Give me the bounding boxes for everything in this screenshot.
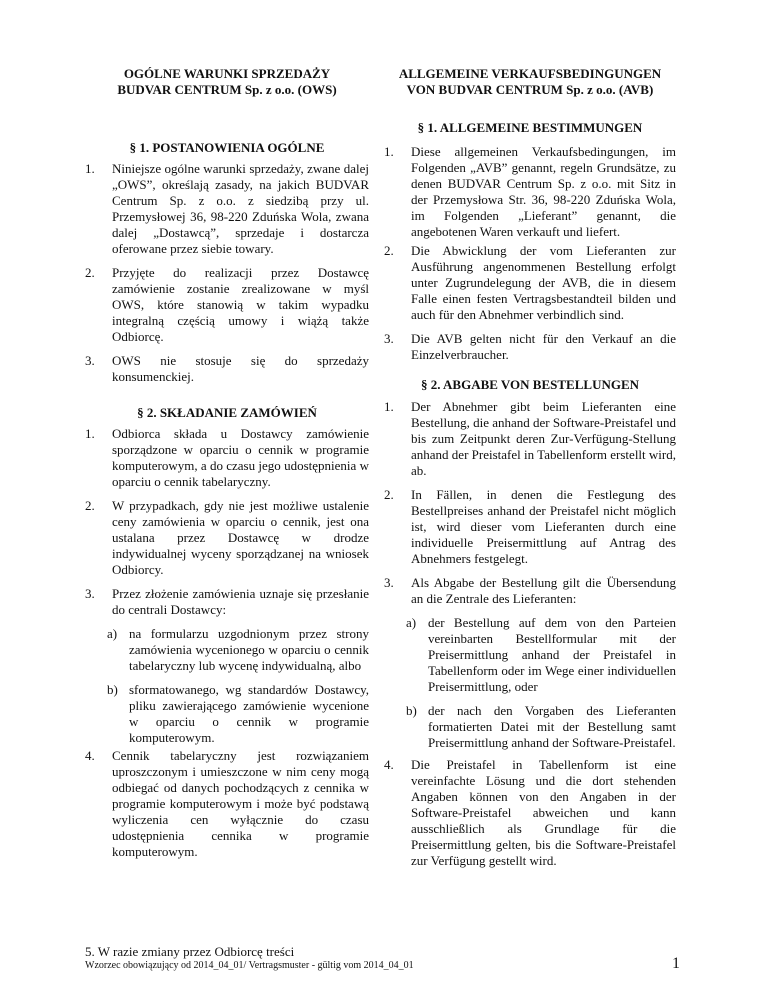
item-number: 2.: [384, 243, 394, 258]
page-number: 1: [672, 955, 680, 972]
polish-section1-list: [85, 161, 369, 385]
sub-item-text: der Bestellung auf dem von den Parteien vereinbarten Bestellformular mit der Preisermittlung anhand der Preistafel in Tabellenform oder im Wege einer individuellen Preisermittlung, oder: [428, 615, 676, 694]
polish-title-line2: BUDVAR CENTRUM Sp. z o.o. (OWS): [117, 82, 337, 97]
list-item: [384, 399, 676, 479]
item-number: 2.: [384, 487, 394, 502]
item-text: W przypadkach, gdy nie jest możliwe ustalenie ceny zamówienia w oparciu o cennik, jest ona ustalana przez Dostawcę w drodze indywidualnej wyceny sporządzanej na wniosek Odbiorcy.: [112, 498, 369, 577]
polish-section2-list: [85, 426, 369, 860]
german-section1-list: [384, 144, 676, 363]
list-item: [384, 487, 676, 567]
item-text: Diese allgemeinen Verkaufsbedingungen, im Folgenden „AVB” genannt, regeln Grundsätze, zu denen BUDVAR Centrum Sp. z o.o. mit Sitz in der Przemysłowa Str. 36, 98-220 Zduńska Wola, im Folgenden „Lieferant” genannt, die angebotenen Waren verkauft und liefert.: [411, 144, 676, 239]
item-number: 1.: [85, 426, 95, 441]
list-item: [384, 144, 676, 240]
item-text: Niniejsze ogólne warunki sprzedaży, zwane dalej „OWS”, określają zasady, na jakich BUDVAR Centrum Sp. z o.o. z siedzibą przy ul. Przemysłowej 36, 98-220 Zduńska Wola, zwana dalej „Dostawcą”, sprzedaje i dostarcza oferowane przez siebie towary.: [112, 161, 369, 256]
item-text: OWS nie stosuje się do sprzedaży konsumenckiej.: [112, 353, 369, 384]
item-number: 1.: [384, 144, 394, 159]
german-title-line1: ALLGEMEINE VERKAUFSBEDINGUNGEN: [398, 66, 662, 81]
item-text: Als Abgabe der Bestellung gilt die Übersendung an die Zentrale des Lieferanten:: [411, 575, 676, 606]
list-item: [85, 161, 369, 257]
sub-list-item: [384, 703, 676, 751]
item-text: Cennik tabelaryczny jest rozwiązaniem uproszczonym i umieszczone w nim ceny mogą odbiegać od danych pochodzących z cennika w programie komputerowym i może być podstawą wyliczenia cen wyłącznie do czasu udostępnienia cennika w programie komputerowym.: [112, 748, 369, 859]
list-item: [85, 353, 369, 385]
sub-item-text: sformatowanego, wg standardów Dostawcy, pliku zawierającego zamówienie wycenione w oparciu o cennik w programie komputerowym.: [129, 682, 369, 745]
item-number: 3.: [384, 331, 394, 346]
german-section1-heading: § 1. ALLGEMEINE BESTIMMUNGEN: [417, 120, 643, 135]
sub-item-letter: a): [406, 615, 417, 630]
list-item: [85, 426, 369, 490]
list-item: [384, 243, 676, 323]
sub-item-text: na formularzu uzgodnionym przez strony zamówienia wycenionego w oparciu o cennik tabelaryczny lub wycenę indywidualną, albo: [129, 626, 369, 673]
polish-column: [85, 66, 369, 868]
list-item: [85, 748, 369, 860]
german-section2-heading: § 2. ABGABE VON BESTELLUNGEN: [420, 377, 640, 392]
polish-section1-heading: § 1. POSTANOWIENIA OGÓLNE: [129, 140, 325, 155]
sub-item-text: der nach den Vorgaben des Lieferanten formatierten Datei mit der Bestellung samt Preisermittlung anhand der Software-Preistafel.: [428, 703, 676, 750]
german-section2-list: [384, 399, 676, 869]
item-text: Przez złożenie zamówienia uznaje się przesłanie do centrali Dostawcy:: [112, 586, 369, 617]
footer-note: Wzorzec obowiązujący od 2014_04_01/ Vertragsmuster - gültig vom 2014_04_01: [85, 960, 414, 971]
list-item: [85, 498, 369, 578]
item-text: In Fällen, in denen die Festlegung des Bestellpreises anhand der Preistafel nicht möglich ist, wird dieser vom Lieferanten durch eine individuelle Preisermittlung auf Antrag des Abnehmers festgelegt.: [411, 487, 676, 566]
sub-item-letter: b): [406, 703, 417, 718]
item-text: Die Abwicklung der vom Lieferanten zur Ausführung angenommenen Bestellung erfolgt unter Zugrundelegung der AVB, die in diesem Falle einen festen Vertragsbestandteil bilden und auch für den Abnehmer verbindlich sind.: [411, 243, 676, 322]
item-text: Die Preistafel in Tabellenform ist eine vereinfachte Lösung und die dort stehenden Angaben können von den Angaben in der Software-Preistafel abweichen und kann ausschließlich als Grundlage für die Preisermittlung gelten, bis die Software-Preistafel zur Verfügung gestellt wird.: [411, 757, 676, 868]
item-text: Die AVB gelten nicht für den Verkauf an die Einzelverbraucher.: [411, 331, 676, 362]
item-number: 1.: [384, 399, 394, 414]
item-number: 1.: [85, 161, 95, 176]
item-number: 4.: [85, 748, 95, 763]
sub-list-item: [85, 626, 369, 674]
list-item: [384, 757, 676, 869]
sub-item-letter: b): [107, 682, 118, 697]
item-text: Odbiorca składa u Dostawcy zamówienie sporządzone w oparciu o cennik w programie komputerowym, a do czasu jego udostępnienia w oparciu o cennik tabelaryczny.: [112, 426, 369, 489]
sub-list-item: [384, 615, 676, 695]
item-text: Der Abnehmer gibt beim Lieferanten eine Bestellung, die anhand der Software-Preistafel und bis zum Zeitpunkt deren Zur-Verfügung-Stellung anhand der Preistafel in Tabellenform erstellt wird, ab.: [411, 399, 676, 478]
polish-section2-heading: § 2. SKŁADANIE ZAMÓWIEŃ: [137, 405, 317, 420]
sub-item-letter: a): [107, 626, 118, 641]
list-item: [85, 586, 369, 618]
item-number: 2.: [85, 265, 95, 280]
list-item: [384, 331, 676, 363]
german-title-line2: VON BUDVAR CENTRUM Sp. z o.o. (AVB): [406, 82, 654, 97]
item-number: 4.: [384, 757, 394, 772]
item-text: Przyjęte do realizacji przez Dostawcę zamówienie zostanie zrealizowane w myśl OWS, które stanowią w takim wypadku integralną częścią umowy i wiążą także Odbiorcę.: [112, 265, 369, 344]
sub-list-item: [85, 682, 369, 746]
item-number: 2.: [85, 498, 95, 513]
item-number: 3.: [85, 586, 95, 601]
item-number: 3.: [85, 353, 95, 368]
item-number: 3.: [384, 575, 394, 590]
german-title: [384, 66, 676, 98]
list-item: [85, 265, 369, 345]
german-column: [384, 66, 676, 877]
list-item: [384, 575, 676, 607]
polish-item5-partial: 5. W razie zmiany przez Odbiorcę treści: [85, 944, 295, 959]
polish-title: [85, 66, 369, 98]
polish-title-line1: OGÓLNE WARUNKI SPRZEDAŻY: [123, 66, 331, 81]
